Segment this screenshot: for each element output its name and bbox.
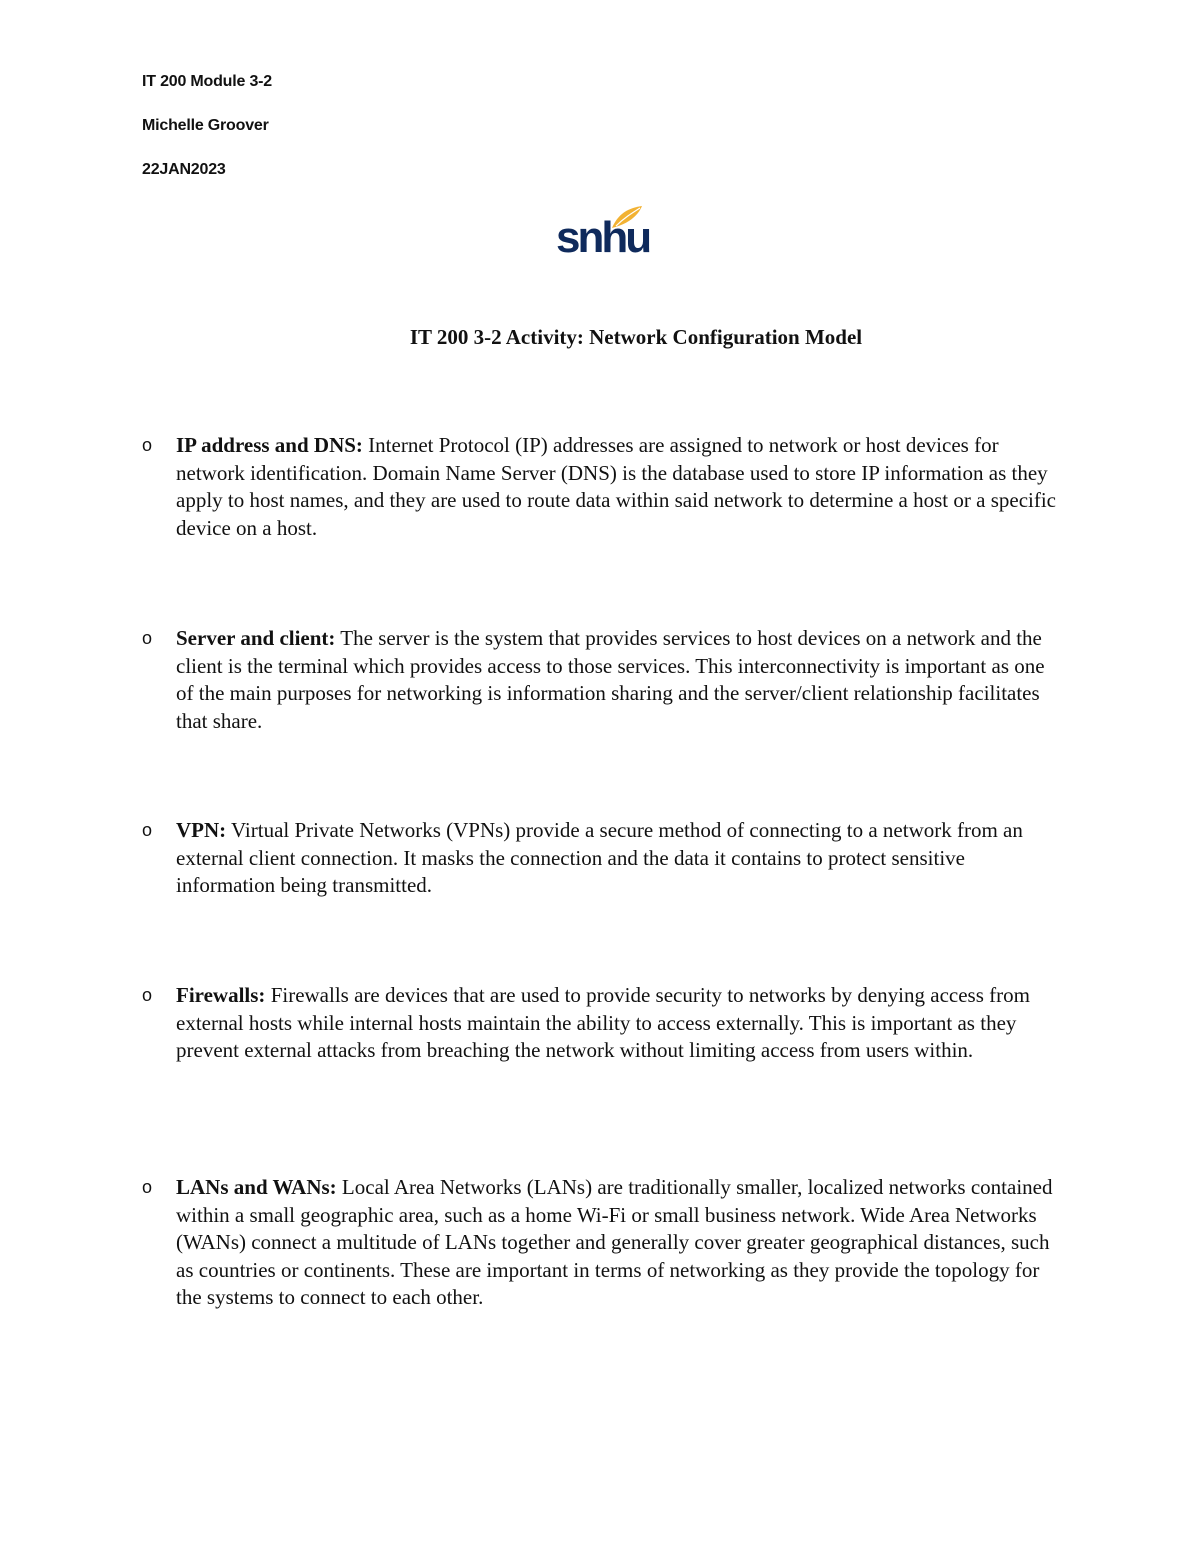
bullet-marker: o [142, 1177, 153, 1197]
document-title: IT 200 3-2 Activity: Network Configuration Model [409, 325, 863, 349]
section-term: IP address and DNS: [176, 433, 363, 457]
section-body [176, 1174, 1062, 1312]
course-label: IT 200 Module 3-2 [142, 73, 272, 90]
snhu-logo [552, 204, 648, 268]
section-body [176, 982, 1062, 1065]
section-text: Internet Protocol (IP) addresses are assigned to network or host devices for network identification. Domain Name Server (DNS) is the database used to store IP information as they apply to host names, and they are used to route data within said network to determine a host or a specific device on a host. [176, 433, 1057, 540]
bullet-marker: o [142, 435, 153, 455]
section-body [176, 817, 1062, 900]
bullet-marker: o [142, 820, 153, 840]
bullet-marker: o [142, 985, 153, 1005]
section-text: Virtual Private Networks (VPNs) provide a secure method of connecting to a network from an external client connection. It masks the connection and the data it contains to protect sensitive information being transmitted. [176, 818, 1023, 897]
section-term: VPN: [176, 818, 227, 842]
section-body [176, 432, 1062, 542]
section-term: Server and client: [176, 626, 336, 650]
section-term: Firewalls: [176, 983, 266, 1007]
section-term: LANs and WANs: [176, 1175, 337, 1199]
document-date: 22JAN2023 [142, 161, 226, 178]
section-body [176, 625, 1062, 735]
section-text: Local Area Networks (LANs) are traditionally smaller, localized networks contained within a small geographic area, such as a home Wi-Fi or small business network. Wide Area Networks (WANs) connect a multitude of LANs together and generally cover greater geographical distances, such as countries or continents. These are important in terms of networking as they provide the topology for the systems to connect to each other. [176, 1175, 1053, 1309]
bullet-marker: o [142, 628, 153, 648]
logo-wordmark: snhu [556, 213, 650, 262]
section-text: Firewalls are devices that are used to provide security to networks by denying access from external hosts while internal hosts maintain the ability to access externally. This is important as they prevent external attacks from breaching the network without limiting access from users within. [176, 983, 1030, 1062]
section-text: The server is the system that provides services to host devices on a network and the client is the terminal which provides access to those services. This interconnectivity is important as one of the main purposes for networking is information sharing and the server/client relationship facilitates that share. [176, 626, 1045, 733]
author-name: Michelle Groover [142, 117, 269, 134]
